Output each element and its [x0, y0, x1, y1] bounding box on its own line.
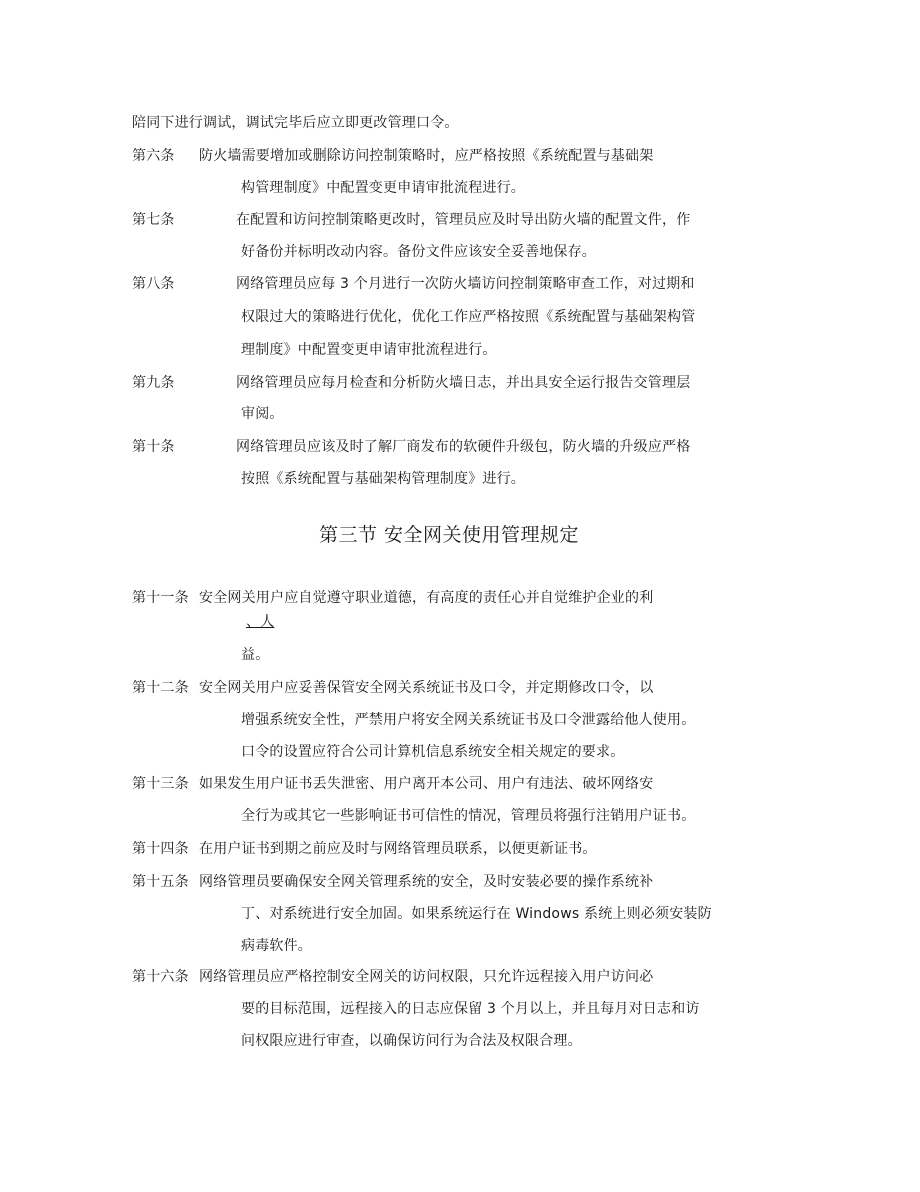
article-text: 网络管理员要确保安全网关管理系统的安全，及时安装必要的操作系统补 [199, 874, 654, 890]
article-text: 审阅。 [241, 406, 284, 422]
article-text: 好备份并标明改动内容。备份文件应该安全妥善地保存。 [241, 244, 596, 260]
intro-line: 陪同下进行调试，调试完毕后应立即更改管理口令。 [132, 115, 459, 131]
article-text: 按照《系统配置与基础架构管理制度》进行。 [241, 471, 525, 487]
article-text: 如果发生用户证书丢失泄密、用户离开本公司、用户有违法、破坏网络安 [199, 776, 654, 792]
article-text: 网络管理员应严格控制安全网关的访问权限，只允许远程接入用户访问必 [199, 969, 654, 985]
article-text: 病毒软件。 [241, 938, 312, 954]
article-text: 安全网关用户应妥善保管安全网关系统证书及口令，并定期修改口令，以 [199, 680, 654, 696]
section-heading: 第三节 安全网关使用管理规定 [319, 524, 580, 546]
article-text: 增强系统安全性，严禁用户将安全网关系统证书及口令泄露给他人使用。 [241, 712, 696, 728]
article-text: 在配置和访问控制策略更改时，管理员应及时导出防火墙的配置文件，作 [236, 212, 691, 228]
article-label: 第十一条 [132, 590, 189, 606]
article-label: 第七条 [132, 212, 175, 228]
article-text: 网络管理员应每 3 个月进行一次防火墙访问控制策略审查工作，对过期和 [236, 276, 695, 292]
article-label: 第十五条 [132, 874, 189, 890]
article-label: 第十四条 [132, 841, 189, 857]
article-text: 益。 [241, 647, 270, 663]
article-label: 第九条 [132, 375, 175, 391]
article-text: 全行为或其它一些影响证书可信性的情况，管理员将强行注销用户证书。 [241, 808, 696, 824]
article-label: 第十六条 [132, 969, 189, 985]
article-text: 口令的设置应符合公司计算机信息系统安全相关规定的要求。 [241, 744, 625, 760]
article-label: 第十二条 [132, 680, 189, 696]
article-text: 要的目标范围，远程接入的日志应保留 3 个月以上，并且每月对日志和访 [241, 1001, 700, 1017]
article-text: 权限过大的策略进行优化，优化工作应严格按照《系统配置与基础架构管 [241, 309, 696, 325]
article-text: 丁、对系统进行安全加固。如果系统运行在 Windows 系统上则必须安装防 [241, 906, 712, 922]
article-text: 、人 [246, 614, 275, 630]
article-text: 安全网关用户应自觉遵守职业道德，有高度的责任心并自觉维护企业的利 [199, 590, 654, 606]
article-label: 第十三条 [132, 776, 189, 792]
article-label: 第十条 [132, 439, 175, 455]
article-text: 网络管理员应每月检查和分析防火墙日志，并出具安全运行报告交管理层 [236, 375, 691, 391]
article-label: 第六条 [132, 148, 175, 164]
article-text: 问权限应进行审查，以确保访问行为合法及权限合理。 [241, 1033, 582, 1049]
article-text: 在用户证书到期之前应及时与网络管理员联系，以便更新证书。 [199, 841, 597, 857]
article-text: 防火墙需要增加或删除访问控制策略时，应严格按照《系统配置与基础架 [199, 148, 654, 164]
article-text: 理制度》中配置变更申请审批流程进行。 [241, 342, 497, 358]
article-text: 网络管理员应该及时了解厂商发布的软硬件升级包，防火墙的升级应严格 [236, 439, 691, 455]
article-label: 第八条 [132, 276, 175, 292]
article-text: 构管理制度》中配置变更申请审批流程进行。 [241, 180, 525, 196]
